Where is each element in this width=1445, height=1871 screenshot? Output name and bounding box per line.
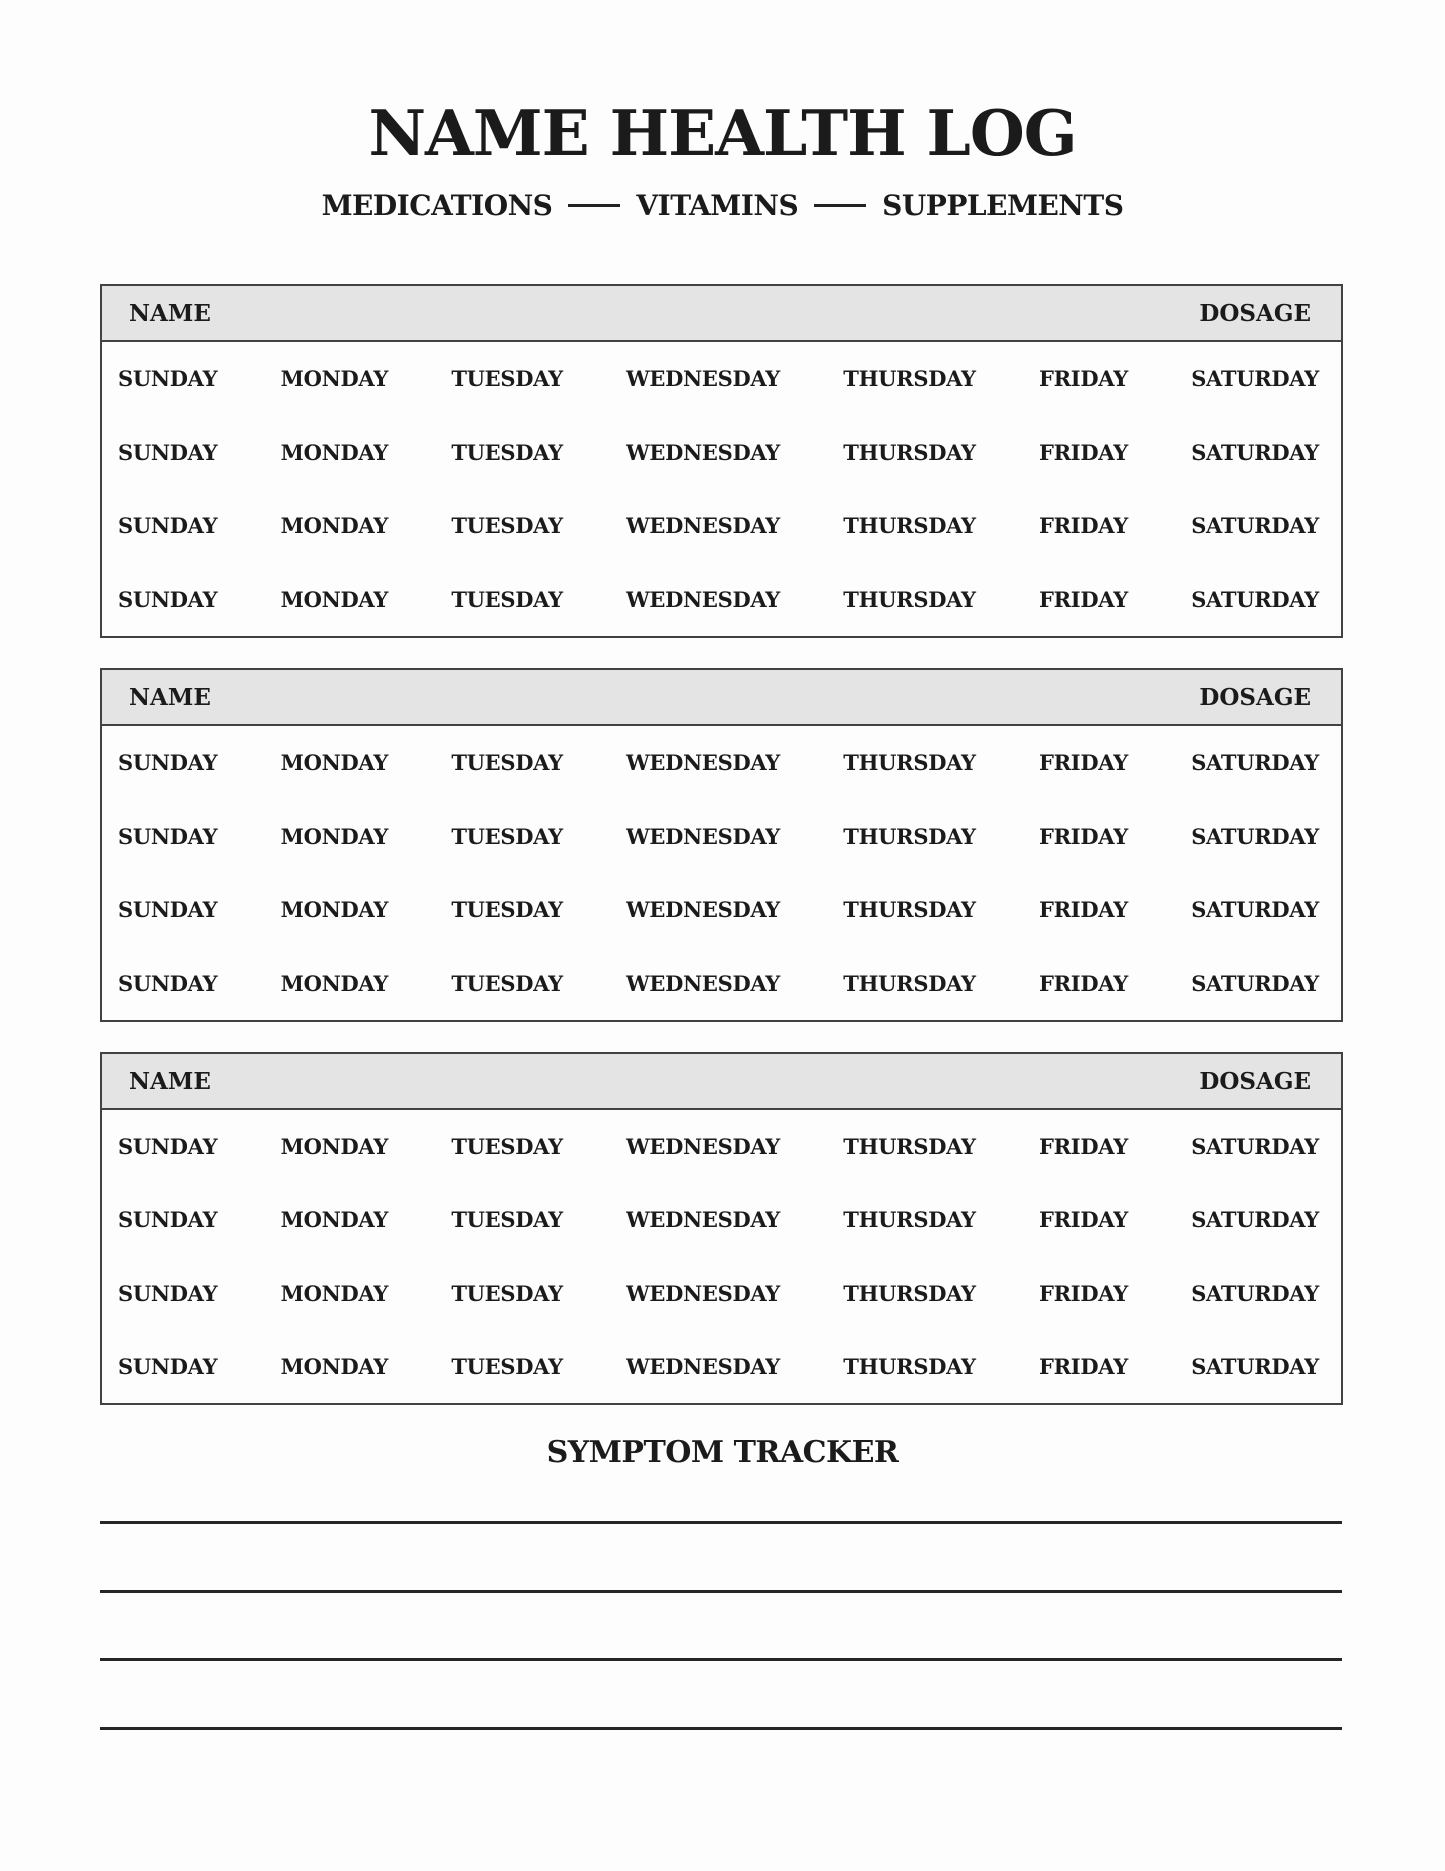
day-label: SUNDAY <box>118 513 218 539</box>
day-label: TUESDAY <box>451 897 563 923</box>
day-label: WEDNESDAY <box>626 513 780 539</box>
day-label: WEDNESDAY <box>626 823 780 849</box>
week-row <box>102 1257 1341 1330</box>
day-label: MONDAY <box>280 750 389 776</box>
day-label: FRIDAY <box>1039 366 1128 392</box>
day-label: TUESDAY <box>451 823 563 849</box>
day-label: TUESDAY <box>451 1207 563 1233</box>
day-label: MONDAY <box>280 1353 389 1379</box>
subtitle-medications: MEDICATIONS <box>321 189 553 222</box>
symptom-writing-line <box>100 1590 1342 1593</box>
day-label: TUESDAY <box>451 439 563 465</box>
dosage-column-label: DOSAGE <box>1199 1067 1311 1095</box>
day-label: TUESDAY <box>451 1134 563 1160</box>
medication-table-2 <box>100 668 1343 1022</box>
day-label: MONDAY <box>280 513 389 539</box>
subtitle-divider-dash <box>814 204 866 207</box>
day-label: SUNDAY <box>118 586 218 612</box>
day-label: WEDNESDAY <box>626 1353 780 1379</box>
name-column-label: NAME <box>129 683 211 711</box>
day-label: MONDAY <box>280 1280 389 1306</box>
day-label: THURSDAY <box>843 1134 976 1160</box>
day-label: MONDAY <box>280 586 389 612</box>
symptom-writing-line <box>100 1727 1342 1730</box>
day-label: SUNDAY <box>118 1207 218 1233</box>
day-label: SATURDAY <box>1191 1280 1319 1306</box>
week-row <box>102 563 1341 637</box>
day-label: THURSDAY <box>843 897 976 923</box>
day-label: SATURDAY <box>1191 1207 1319 1233</box>
day-label: SATURDAY <box>1191 970 1319 996</box>
day-label: SATURDAY <box>1191 586 1319 612</box>
day-label: SATURDAY <box>1191 1134 1319 1160</box>
dosage-column-label: DOSAGE <box>1199 299 1311 327</box>
week-row <box>102 726 1341 800</box>
day-label: THURSDAY <box>843 586 976 612</box>
dosage-column-label: DOSAGE <box>1199 683 1311 711</box>
day-label: SATURDAY <box>1191 823 1319 849</box>
day-label: THURSDAY <box>843 1207 976 1233</box>
subtitle-divider-dash <box>568 204 620 207</box>
table-body <box>102 726 1341 1020</box>
week-row <box>102 342 1341 416</box>
day-label: SUNDAY <box>118 897 218 923</box>
day-label: THURSDAY <box>843 970 976 996</box>
day-label: TUESDAY <box>451 1353 563 1379</box>
week-row <box>102 489 1341 563</box>
table-body <box>102 1110 1341 1403</box>
symptom-writing-line <box>100 1521 1342 1524</box>
symptom-writing-line <box>100 1658 1342 1661</box>
day-label: WEDNESDAY <box>626 1280 780 1306</box>
day-label: SUNDAY <box>118 366 218 392</box>
symptom-tracker-heading: SYMPTOM TRACKER <box>546 1435 899 1470</box>
page-title: NAME HEALTH LOG <box>368 96 1077 170</box>
table-header <box>102 670 1341 726</box>
day-label: WEDNESDAY <box>626 897 780 923</box>
day-label: THURSDAY <box>843 366 976 392</box>
day-label: MONDAY <box>280 970 389 996</box>
day-label: TUESDAY <box>451 513 563 539</box>
table-header <box>102 286 1341 342</box>
day-label: WEDNESDAY <box>626 750 780 776</box>
day-label: SATURDAY <box>1191 513 1319 539</box>
day-label: SATURDAY <box>1191 1353 1319 1379</box>
day-label: MONDAY <box>280 823 389 849</box>
day-label: FRIDAY <box>1039 1207 1128 1233</box>
day-label: WEDNESDAY <box>626 586 780 612</box>
day-label: THURSDAY <box>843 1353 976 1379</box>
name-column-label: NAME <box>129 1067 211 1095</box>
week-row <box>102 873 1341 947</box>
day-label: THURSDAY <box>843 823 976 849</box>
day-label: THURSDAY <box>843 750 976 776</box>
day-label: SATURDAY <box>1191 750 1319 776</box>
day-label: FRIDAY <box>1039 513 1128 539</box>
day-label: FRIDAY <box>1039 1280 1128 1306</box>
day-label: TUESDAY <box>451 970 563 996</box>
day-label: FRIDAY <box>1039 439 1128 465</box>
day-label: MONDAY <box>280 1134 389 1160</box>
day-label: FRIDAY <box>1039 1353 1128 1379</box>
table-body <box>102 342 1341 636</box>
week-row <box>102 416 1341 490</box>
day-label: FRIDAY <box>1039 970 1128 996</box>
week-row <box>102 1110 1341 1183</box>
day-label: FRIDAY <box>1039 1134 1128 1160</box>
day-label: SATURDAY <box>1191 366 1319 392</box>
week-row <box>102 1183 1341 1256</box>
day-label: FRIDAY <box>1039 750 1128 776</box>
subtitle-vitamins: VITAMINS <box>636 189 799 222</box>
day-label: MONDAY <box>280 366 389 392</box>
medication-table-1 <box>100 284 1343 638</box>
day-label: MONDAY <box>280 1207 389 1233</box>
day-label: WEDNESDAY <box>626 970 780 996</box>
medication-table-3 <box>100 1052 1343 1405</box>
week-row <box>102 1330 1341 1403</box>
day-label: SUNDAY <box>118 823 218 849</box>
day-label: TUESDAY <box>451 1280 563 1306</box>
day-label: TUESDAY <box>451 750 563 776</box>
day-label: WEDNESDAY <box>626 366 780 392</box>
day-label: SUNDAY <box>118 970 218 996</box>
subtitle-supplements: SUPPLEMENTS <box>882 189 1124 222</box>
day-label: WEDNESDAY <box>626 1134 780 1160</box>
day-label: MONDAY <box>280 439 389 465</box>
day-label: THURSDAY <box>843 513 976 539</box>
subtitle <box>0 189 1445 222</box>
day-label: SATURDAY <box>1191 439 1319 465</box>
day-label: SUNDAY <box>118 439 218 465</box>
day-label: SUNDAY <box>118 1353 218 1379</box>
day-label: SUNDAY <box>118 1280 218 1306</box>
day-label: TUESDAY <box>451 366 563 392</box>
day-label: SUNDAY <box>118 1134 218 1160</box>
table-header <box>102 1054 1341 1110</box>
day-label: FRIDAY <box>1039 586 1128 612</box>
day-label: THURSDAY <box>843 439 976 465</box>
day-label: WEDNESDAY <box>626 1207 780 1233</box>
week-row <box>102 800 1341 874</box>
name-column-label: NAME <box>129 299 211 327</box>
day-label: THURSDAY <box>843 1280 976 1306</box>
day-label: WEDNESDAY <box>626 439 780 465</box>
week-row <box>102 947 1341 1021</box>
day-label: TUESDAY <box>451 586 563 612</box>
day-label: SUNDAY <box>118 750 218 776</box>
day-label: FRIDAY <box>1039 897 1128 923</box>
day-label: FRIDAY <box>1039 823 1128 849</box>
day-label: MONDAY <box>280 897 389 923</box>
day-label: SATURDAY <box>1191 897 1319 923</box>
